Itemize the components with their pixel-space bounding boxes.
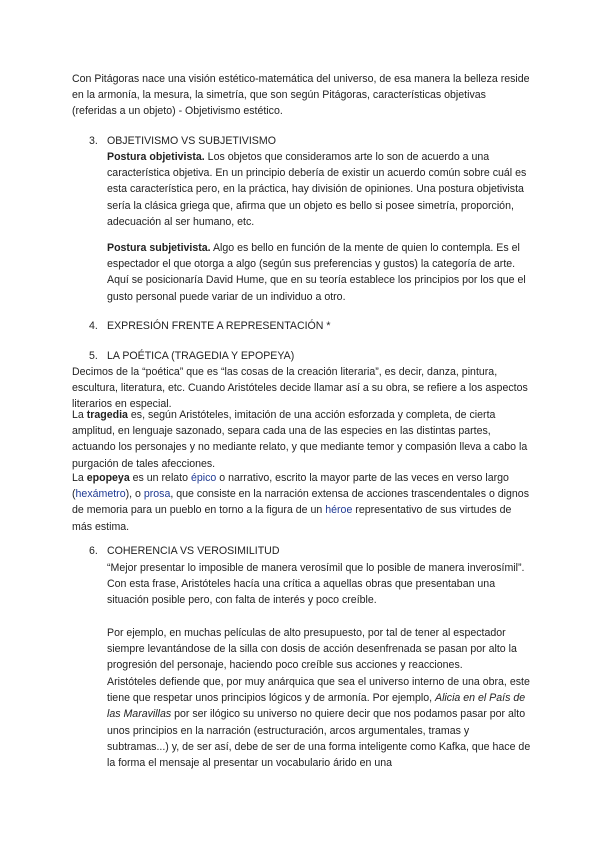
section-5-title: LA POÉTICA (TRAGEDIA Y EPOPEYA) <box>107 350 295 362</box>
alicia-title: Alicia en el País de las Maravillas <box>107 692 526 721</box>
prosa-link[interactable]: prosa <box>143 488 171 501</box>
heroe-link[interactable]: héroe <box>325 504 353 517</box>
verosimilitud-quote-paragraph: “Mejor presentar lo imposible de manera verosímil que lo posible de manera inverosímil”. Con esta frase, Aristóteles hacía una crítica a aquellas obras que presentaban una situación posible pero, con falta de interés y poco creíble. <box>107 562 525 607</box>
poetica-paragraph: Decimos de la “poética” que es “las cosas de la creación literaria”, es decir, danza, pintura, escultura, literatura, etc. Cuando Aristóteles decide llamar así a su obra, se refiere a los aspectos literarios en especial. <box>72 366 528 411</box>
objectivist-paragraph <box>107 149 532 230</box>
section-4-title: EXPRESIÓN FRENTE A REPRESENTACIÓN * <box>107 320 331 332</box>
subjectivist-text: Algo es bello en función de la mente de quien lo contempla. Es el espectador el que otorga a algo (según sus preferencias y gustos) la categoría de arte. Aquí se posicionaría David Hume, que en su teoría establece los principios por los que el gusto personal puede variar de un individuo a otro. <box>107 242 526 303</box>
epopeya-prefix: La <box>72 472 87 484</box>
tragedia-paragraph <box>72 407 532 472</box>
epopeya-text-d: , que consiste en la narración extensa de acciones trascendentales o dignos de memoria para un pueblo en torno a la figura de un <box>72 488 529 517</box>
section-4-number: 4. <box>89 320 98 332</box>
epopeya-term: epopeya <box>86 472 130 484</box>
subjectivist-label: Postura subjetivista. <box>107 242 211 254</box>
tragedia-prefix: La <box>72 409 87 421</box>
hexametro-link[interactable]: hexámetro <box>75 488 126 501</box>
section-3-title: OBJETIVISMO VS SUBJETIVISMO <box>107 135 276 147</box>
subjectivist-paragraph <box>107 240 532 305</box>
aristoteles-text-b: por ser ilógico su universo no quiere decir que nos podamos pasar por alto unos principios en la narración (estructuración, arcos argumentales, tramas y subtramas...) y, de ser así, debe de ser de una forma inteligente como Kafka, que hace de la forma el mensaje al presentar un vocabulario árido en una <box>107 708 531 770</box>
epopeya-text-a: es un relato <box>129 472 191 484</box>
tragedia-text: es, según Aristóteles, imitación de una acción esforzada y completa, de cierta amplitud, en lenguaje sazonado, separa cada una de las especies en las distintas partes, actuando los personajes y no mediante relato, y que mediante temor y compasión lleva a cabo la purgación de tales afecciones. <box>72 409 528 470</box>
tragedia-term: tragedia <box>86 409 128 421</box>
intro-paragraph: Con Pitágoras nace una visión estético-matemática del universo, de esa manera la belleza reside en la armonía, la mesura, la simetría, que son según Pitágoras, características objetivas (referidas a un objeto) - Objetivismo estético. <box>72 73 530 118</box>
epopeya-paragraph <box>72 470 532 535</box>
epopeya-text-e: representativo de sus virtudes de más estima. <box>72 504 512 533</box>
epopeya-text-c: ), o <box>125 488 144 501</box>
section-3-number: 3. <box>89 135 98 147</box>
objectivist-text: Los objetos que consideramos arte lo son de acuerdo a una característica objetiva. En un principio debería de existir un acuerdo común sobre cuál es esta característica pero, en la práctica, hay división de opiniones. Una postura objetivista sería la clásica griega que, afirma que un objeto es bello si posee simetría, proporción, adecuación al ser humano, etc. <box>107 151 527 228</box>
example-paragraph: Por ejemplo, en muchas películas de alto presupuesto, por tal de tener al espectador siempre levantándose de la silla con dosis de acción desenfrenada se pasan por alto la progresión del personaje, haciendo poco creíble sus acciones y reacciones. <box>107 627 517 672</box>
section-5-number: 5. <box>89 350 98 362</box>
aristoteles-paragraph <box>107 674 532 771</box>
epico-link[interactable]: épico <box>190 472 217 484</box>
section-6-title: COHERENCIA VS VEROSIMILITUD <box>107 545 280 557</box>
objectivist-label: Postura objetivista. <box>107 151 205 163</box>
epopeya-text-b: o narrativo, escrito la mayor parte de las veces en verso largo ( <box>72 472 509 501</box>
aristoteles-text-a: Aristóteles defiende que, por muy anárquica que sea el universo interno de una obra, este tiene que respetar unos principios lógicos y de armonía. Por ejemplo, <box>107 676 530 705</box>
section-6-number: 6. <box>89 545 98 557</box>
